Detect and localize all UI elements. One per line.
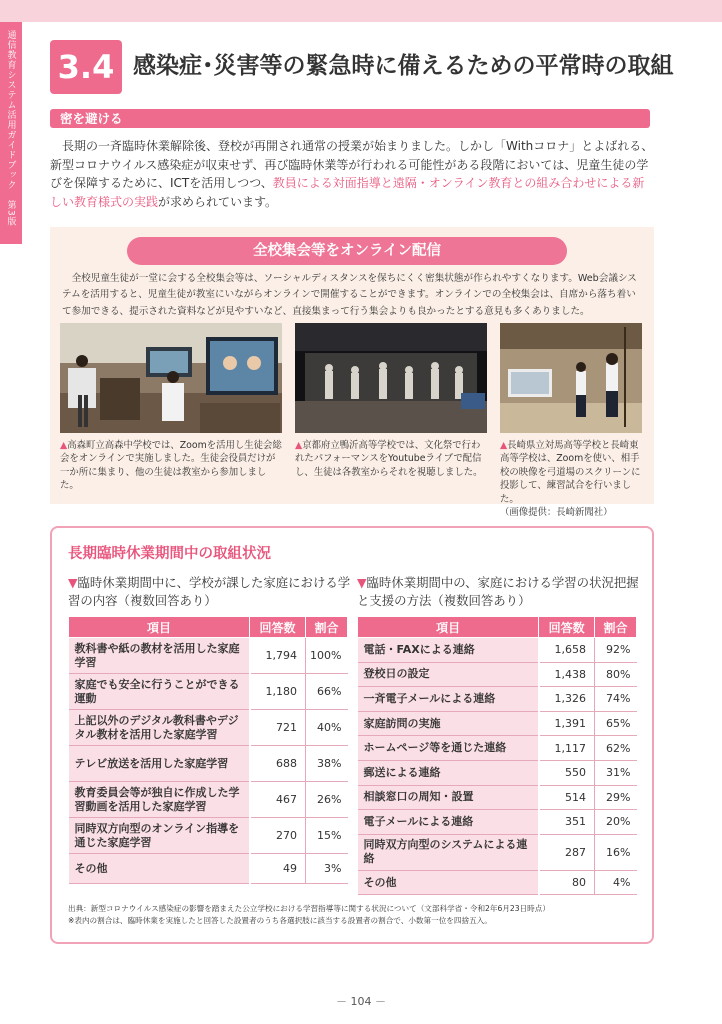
table-row [69,638,348,674]
header-item: 項目 [358,617,539,638]
row-count: 287 [539,834,595,870]
row-count: 1,794 [250,638,306,674]
row-pct: 38% [306,746,348,782]
row-pct: 29% [595,785,637,810]
left-table-caption [68,574,356,610]
table-row [358,687,637,712]
caption-text: 臨時休業期間中に、学校が課した家庭における学習の内容（複数回答あり） [68,575,351,608]
section-title: 感染症･災害等の緊急時に備えるための平常時の取組 [133,53,674,79]
row-count: 1,658 [539,638,595,663]
status-title: 長期臨時休業期間中の取組状況 [68,546,271,562]
photo-caption-1 [60,439,284,493]
caption-text: 長崎県立対馬高等学校と長崎東高等学校は、Zoomを使い、相手校の映像を弓道場のスクリーンに投影して、練習試合を行いました。 [500,440,641,505]
intro-text-pre: 長期の一斉臨時休業解除後、登校が再開され通常の授業が始まりました。しかし「Withコロナ」とよばれる、新型コロナウイルス感染症が収束せず、再び臨時休業等が行われる可能性がある段階においては、児童生徒の学びを保障するために、ICTを活用しつつ、 [50,139,654,191]
image-credit: （画像提供：長崎新聞社） [500,507,613,519]
row-item: その他 [358,870,539,895]
row-item: 上記以外のデジタル教科書やデジタル教材を活用した家庭学習 [69,710,250,746]
row-item: 家庭訪問の実施 [358,711,539,736]
row-pct: 62% [595,736,637,761]
table-row [358,736,637,761]
left-table [68,616,348,884]
table-row [358,834,637,870]
photo-culture-festival [295,323,487,433]
table-row [358,662,637,687]
header-count: 回答数 [250,617,306,638]
left-table-body [69,638,348,884]
row-item: ホームページ等を通じた連絡 [358,736,539,761]
row-item: 登校日の設定 [358,662,539,687]
header-item: 項目 [69,617,250,638]
row-pct: 100% [306,638,348,674]
row-item: 電子メールによる連絡 [358,810,539,835]
right-table-caption [357,574,649,610]
row-count: 467 [250,782,306,818]
sidebar-label: 通信教育システム活用ガイドブック 第3版 [5,30,16,227]
table-row [69,674,348,710]
right-table [357,616,637,895]
caption-text: 高森町立高森中学校では、Zoomを活用し生徒会総会をオンラインで実施しました。生徒会役員だけが一か所に集まり、他の生徒は教室から参加しました。 [60,440,282,492]
source-text: 出典：新型コロナウイルス感染症の影響を踏まえた公立学校における学習指導等に関する状況について（文部科学省・令和2年6月23日時点） [68,904,550,913]
row-count: 80 [539,870,595,895]
table-row [69,746,348,782]
row-pct: 65% [595,711,637,736]
table-row [358,870,637,895]
intro-highlight: 教員による対面指導と遠隔・オンライン教育との組み合わせによる新しい教育様式の実践 [50,176,645,209]
row-item: 一斉電子メールによる連絡 [358,687,539,712]
intro-text-post: が求められています。 [158,194,278,209]
table-row [358,638,637,663]
subheading: 密を避ける [50,109,650,128]
row-pct: 80% [595,662,637,687]
row-item: 同時双方向型のシステムによる連絡 [358,834,539,870]
photo-kyudo-match [500,323,642,433]
note-text: ※表内の割合は、臨時休業を実施したと回答した設置者のうち各選択肢に該当する設置者の割合で、小数第一位を四捨五入。 [68,916,492,925]
table-row [69,782,348,818]
photo-caption-2 [295,439,489,479]
source-notes [68,903,648,927]
table-row [358,810,637,835]
row-pct: 66% [306,674,348,710]
table-row [358,711,637,736]
row-count: 688 [250,746,306,782]
row-item: その他 [69,854,250,884]
row-pct: 26% [306,782,348,818]
row-pct: 74% [595,687,637,712]
row-count: 1,180 [250,674,306,710]
online-box-paragraph: 全校児童生徒が一堂に会する全校集会等は、ソーシャルディスタンスを保ちにくく密集状態が作られやすくなります。Web会議システムを活用すると、児童生徒が教室にいながらオンラインで開催することができます。オンラインでの全校集会は、自席から落ち着いて参加できる、提示された資料などが見やすいなど、直接集まって行う集会よりも良かったとする意見も多くありました。 [62,273,637,317]
row-item: 郵送による連絡 [358,760,539,785]
photo-caption-3 [500,439,646,519]
row-pct: 3% [306,854,348,884]
row-count: 550 [539,760,595,785]
header-pct: 割合 [595,617,637,638]
row-count: 1,391 [539,711,595,736]
row-count: 49 [250,854,306,884]
row-item: テレビ放送を活用した家庭学習 [69,746,250,782]
row-count: 1,438 [539,662,595,687]
caption-marker: ▼ [357,575,367,590]
caption-text: 臨時休業期間中の、家庭における学習の状況把握と支援の方法（複数回答あり） [357,575,639,608]
row-item: 教科書や紙の教材を活用した家庭学習 [69,638,250,674]
row-pct: 16% [595,834,637,870]
row-count: 514 [539,785,595,810]
row-pct: 4% [595,870,637,895]
row-item: 相談窓口の周知・設置 [358,785,539,810]
row-count: 270 [250,818,306,854]
caption-text: 京都府立鴨沂高等学校では、文化祭で行われたパフォーマンスをYoutubeライブで配信し、生徒は各教室からそれを視聴しました。 [295,440,483,478]
top-band [0,0,722,22]
photo-student-council [60,323,282,433]
intro-paragraph [50,137,654,211]
row-item: 教育委員会等が独自に作成した学習動画を活用した家庭学習 [69,782,250,818]
row-count: 1,326 [539,687,595,712]
row-item: 同時双方向型のオンライン指導を通じた家庭学習 [69,818,250,854]
right-table-body [358,638,637,895]
caption-marker: ▲ [500,440,508,451]
caption-marker: ▲ [60,440,68,451]
section-number: 3.4 [50,40,122,94]
row-pct: 15% [306,818,348,854]
table-row [69,710,348,746]
row-count: 721 [250,710,306,746]
row-item: 電話・FAXによる連絡 [358,638,539,663]
row-pct: 31% [595,760,637,785]
row-item: 家庭でも安全に行うことができる運動 [69,674,250,710]
row-pct: 92% [595,638,637,663]
row-count: 351 [539,810,595,835]
header-pct: 割合 [306,617,348,638]
row-pct: 20% [595,810,637,835]
row-pct: 40% [306,710,348,746]
caption-marker: ▲ [295,440,303,451]
header-count: 回答数 [539,617,595,638]
online-box-title: 全校集会等をオンライン配信 [127,237,567,265]
caption-marker: ▼ [68,575,78,590]
row-count: 1,117 [539,736,595,761]
table-row [358,785,637,810]
table-row [358,760,637,785]
table-row [69,854,348,884]
table-row [69,818,348,854]
page-number: － 104 － [336,995,386,1008]
